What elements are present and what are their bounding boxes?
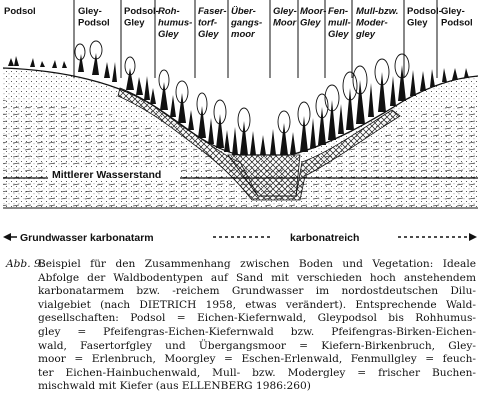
groundwater-low-carbonate-label: Grundwasser karbonatarm xyxy=(20,232,154,244)
soil-type-label: Über-gangs-moor xyxy=(231,6,263,40)
soil-type-label: Faser-torf-Gley xyxy=(198,6,227,40)
figure-number: Abb. 9: xyxy=(6,258,45,270)
caption-line: vialgebiet (nach DIETRICH 1958, etwas verändert). Entsprechende Wald- xyxy=(38,298,476,311)
water-level-label: Mittlerer Wasserstand xyxy=(52,169,162,181)
caption-line: Beispiel für den Zusammenhang zwischen Boden und Vegetation: Ideale xyxy=(38,258,476,270)
soil-type-label: Roh-humus-Gley xyxy=(158,6,193,40)
caption-line: moor = Erlenbruch, Moorgley = Eschen-Erlenwald, Fenmullgley = feuch- xyxy=(38,353,476,366)
soil-type-label: Fen-mull-Gley xyxy=(328,6,351,40)
caption-line: gley = Pfeifengras-Eichen-Kiefernwald bzw. Pfeifengras-Birken-Eichen- xyxy=(38,325,476,338)
caption-line: mischwald mit Kiefer (aus ELLENBERG 1986:260) xyxy=(38,380,311,393)
soil-type-label: Podsol-Gley xyxy=(407,6,442,29)
caption-text xyxy=(38,258,476,394)
soil-type-label: Moor-Gley xyxy=(300,6,327,29)
caption-line: Abfolge der Waldbodentypen auf Sand mit verschieden hoch anstehendem xyxy=(38,271,476,284)
soil-type-label: Mull-bzw. Moder-gley xyxy=(356,6,399,40)
caption-line: gesellschaften: Podsol = Eichen-Kiefernwald, Gleypodsol bis Rohhumus- xyxy=(38,312,476,325)
soil-type-label: Podsol xyxy=(4,6,36,17)
soil-type-label: Gley-Podsol xyxy=(78,6,110,29)
arrow-right-icon xyxy=(469,233,477,241)
soil-type-label: Gley-Moor xyxy=(273,6,297,29)
caption-line: wald, Fasertorfgley und Übergangsmoor = Kiefern-Birkenbruch, Gley- xyxy=(38,339,476,352)
arrow-left-icon xyxy=(3,233,11,241)
soil-type-label: Gley-Podsol xyxy=(441,6,473,29)
groundwater-high-carbonate-label: karbonatreich xyxy=(290,232,360,244)
soil-type-label: Podsol-Gley xyxy=(124,6,159,29)
caption-line: karbonatarmem bzw. -reichem Grundwasser im nordostdeutschen Dilu- xyxy=(38,285,476,298)
caption-line: ter Eichen-Hainbuchenwald, Mull- bzw. Modergley = frischer Buchen- xyxy=(38,366,476,379)
